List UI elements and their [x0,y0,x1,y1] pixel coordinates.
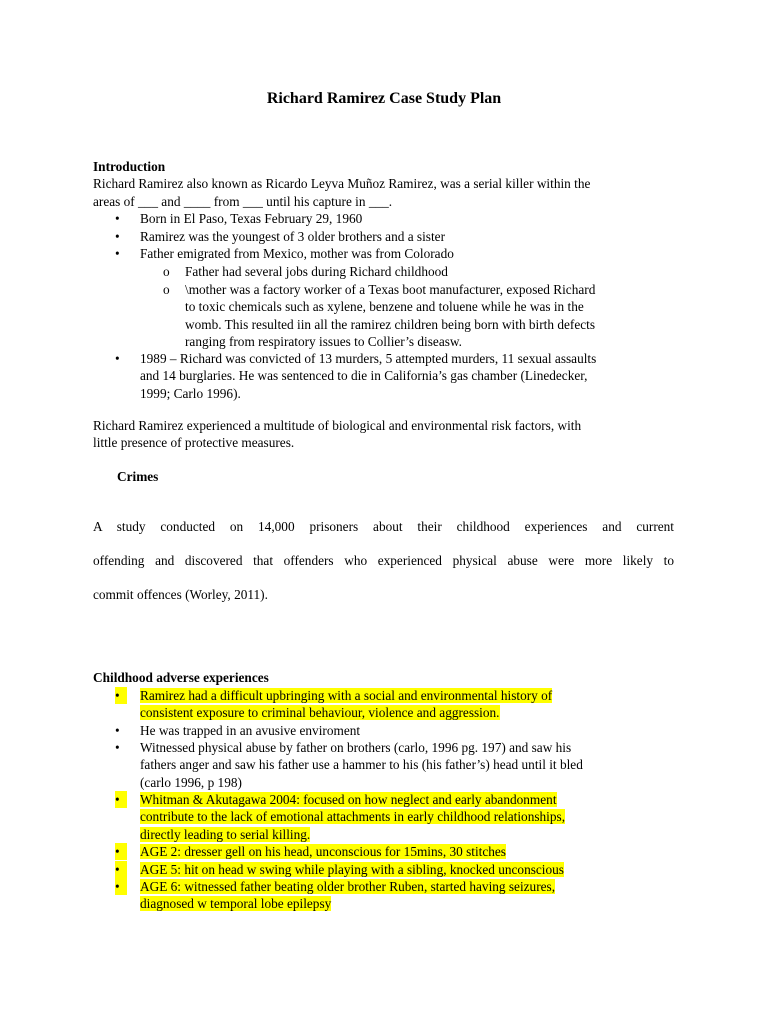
intro-line: areas of ___ and ____ from ___ until his capture in ___. [93,194,393,209]
bullet-icon: • [115,246,120,261]
highlighted-text: diagnosed w temporal lobe epilepsy [140,896,332,912]
list-item-text: womb. This resulted iin all the ramirez children being born with birth defects [185,316,596,332]
highlighted-text: contribute to the lack of emotional attachments in early childhood relationships, [140,809,566,825]
section-heading-introduction: Introduction [93,159,166,174]
bullet-icon: • [115,687,127,704]
highlighted-text: AGE 5: hit on head w swing while playing with a sibling, knocked unconscious [140,862,564,877]
bullet-icon: • [115,878,127,895]
list-item-text: fathers anger and saw his father use a hammer to his (his father’s) head until it bled [140,757,583,773]
sub-bullet-icon: o [163,282,170,297]
sub-bullet-icon: o [163,264,170,279]
section-heading-crimes: Crimes [117,469,159,484]
list-item-text: and 14 burglaries. He was sentenced to die in California’s gas chamber (Linedecker, [140,368,588,384]
bullet-icon: • [115,861,127,878]
list-item-text: (carlo 1996, p 198) [140,774,242,790]
crimes-line: offending and discovered that offenders who experienced physical abuse were more likely to [93,553,674,568]
document-title: Richard Ramirez Case Study Plan [266,90,502,107]
bullet-icon: • [115,229,120,244]
bullet-icon: • [115,351,120,366]
list-item-text: 1989 – Richard was convicted of 13 murders, 5 attempted murders, 11 sexual assaults [140,351,597,366]
highlighted-text: consistent exposure to criminal behaviour, violence and aggression. [140,705,500,721]
bullet-icon: • [115,791,127,808]
crimes-line: commit offences (Worley, 2011). [93,587,268,602]
crimes-line: A study conducted on 14,000 prisoners about their childhood experiences and current [93,519,674,534]
list-item-text: Ramirez was the youngest of 3 older brothers and a sister [140,229,446,244]
highlighted-text: directly leading to serial killing. [140,826,311,842]
list-item-text: Born in El Paso, Texas February 29, 1960 [140,211,363,226]
list-item-text: to toxic chemicals such as xylene, benzene and toluene while he was in the [185,299,584,315]
bullet-icon: • [115,723,120,738]
section-heading-childhood: Childhood adverse experiences [93,670,269,685]
bullet-icon: • [115,740,120,755]
list-item-text: Father emigrated from Mexico, mother was from Colorado [140,246,454,261]
list-item-text: 1999; Carlo 1996). [140,385,241,401]
list-item-text: Witnessed physical abuse by father on brothers (carlo, 1996 pg. 197) and saw his [140,740,572,755]
bullet-icon: • [115,211,120,226]
list-item-text: He was trapped in an avusive enviroment [140,723,361,738]
list-item-text: Father had several jobs during Richard childhood [185,264,448,279]
intro-line: Richard Ramirez also known as Ricardo Leyva Muñoz Ramirez, was a serial killer within the [93,176,591,191]
summary-line: little presence of protective measures. [93,435,295,450]
highlighted-text: Ramirez had a difficult upbringing with a social and environmental history of [140,688,553,703]
summary-line: Richard Ramirez experienced a multitude of biological and environmental risk factors, with [93,418,582,433]
list-item-text: ranging from respiratory issues to Collier’s diseasw. [185,334,462,350]
highlighted-text: AGE 2: dresser gell on his head, unconscious for 15mins, 30 stitches [140,844,506,859]
bullet-icon: • [115,843,127,860]
highlighted-text: AGE 6: witnessed father beating older brother Ruben, started having seizures, [140,879,556,894]
highlighted-text: Whitman & Akutagawa 2004: focused on how neglect and early abandonment [140,792,557,807]
list-item-text: \mother was a factory worker of a Texas boot manufacturer, exposed Richard [185,282,596,297]
